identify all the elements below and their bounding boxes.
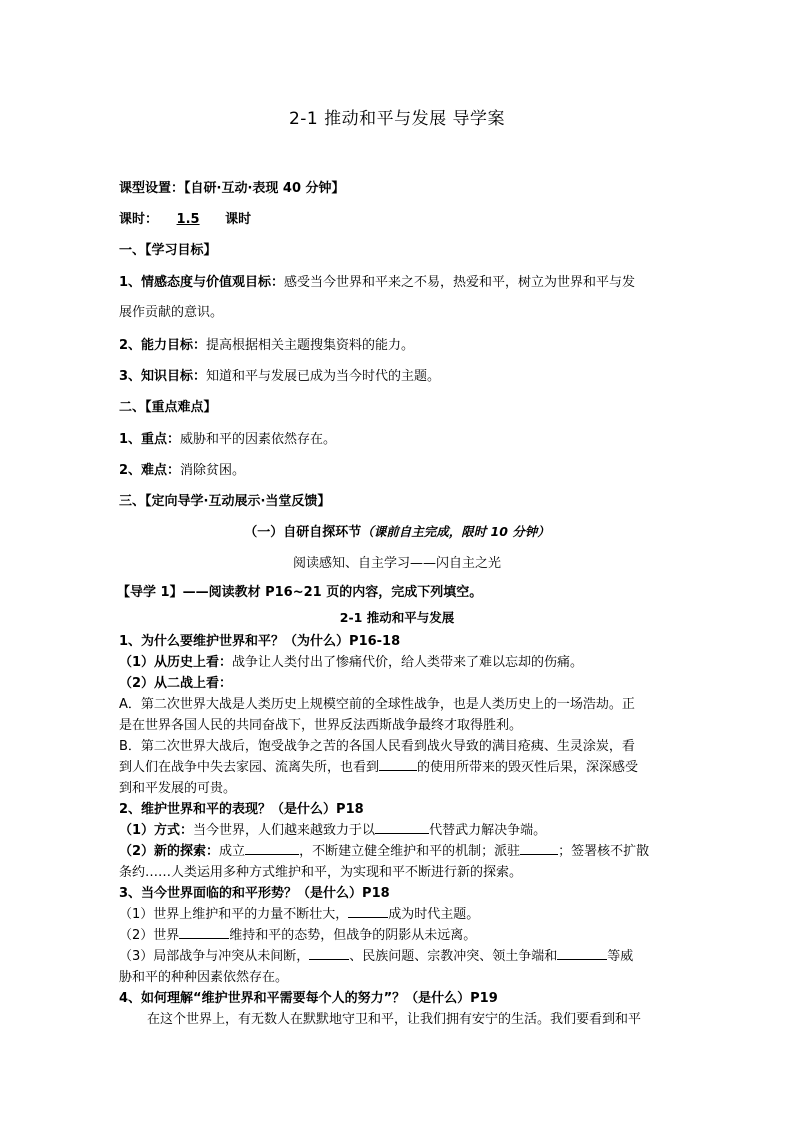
q3-item3-text-a: （3）局部战争与冲突从未间断，	[119, 949, 310, 964]
lesson-value: 1.5	[176, 212, 200, 227]
goal-emotion-text: 感受当今世界和平来之不易，热爱和平，树立为世界和平与发	[284, 275, 636, 290]
goal-knowledge-text: 知道和平与发展已成为当今时代的主题。	[206, 369, 441, 384]
part1-title: （一）自研自探环节	[244, 525, 362, 540]
q2-explore-text-c: ；签署核不扩散	[558, 844, 650, 859]
blank-peacekeepers[interactable]	[520, 842, 558, 855]
difficulty-point	[119, 459, 679, 478]
q1-b-line2-a: 到人们在战争中失去家园、流离失所，也看到	[119, 760, 380, 775]
q2-method-text-a: 当今世界，人们越来越致力于以	[193, 823, 376, 838]
blank-trend[interactable]	[179, 926, 229, 939]
lesson-suffix: 课时	[225, 212, 252, 227]
q2-explore-text-a: 成立	[219, 844, 246, 859]
key-point	[119, 428, 679, 447]
key-point-text: 威胁和平的因素依然存在。	[180, 432, 337, 447]
q1-a-line2: 是在世界各国人民的共同奋战下，世界反法西斯战争最终才取得胜利。	[119, 718, 523, 733]
q3-item2	[119, 924, 679, 943]
q3-heading: 3、当今世界面临的和平形势？（是什么）P18	[119, 886, 390, 901]
course-type-value: 【自研·互动·表现 40 分钟】	[184, 181, 345, 196]
q3-item2-text-b: 维持和平的态势，但战争的阴影从未远离。	[229, 928, 477, 943]
section-key-heading: 二、【重点难点】	[119, 400, 217, 415]
guide1-line	[117, 581, 677, 600]
q4-heading: 4、如何理解“维护世界和平需要每个人的努力”？（是什么）P19	[119, 991, 498, 1006]
q1-history-text: 战争让人类付出了惨痛代价，给人类带来了难以忘却的伤痛。	[232, 655, 584, 670]
difficulty-text: 消除贫困。	[180, 463, 246, 478]
goal-emotion-cont: 展作贡献的意识。	[119, 305, 224, 320]
part1-title-line	[0, 521, 794, 540]
q3-item3-text-b: 、民族问题、宗教冲突、领土争端和	[349, 949, 558, 964]
blank-theme[interactable]	[348, 905, 388, 918]
guide1-label: 【导学 1】	[117, 585, 183, 600]
q1-history	[119, 651, 679, 670]
goal-emotion	[119, 271, 679, 290]
q2-method-text-b: 代替武力解决争端。	[429, 823, 547, 838]
difficulty-label: 2、难点：	[119, 463, 181, 478]
blank-hegemony[interactable]	[309, 947, 349, 960]
q3-item1-text-b: 成为时代主题。	[388, 907, 480, 922]
q2-heading: 2、维护世界和平的表现？（是什么）P18	[119, 802, 364, 817]
blank-terrorism[interactable]	[557, 947, 607, 960]
section-guide-heading: 三、【定向导学·互动展示·当堂反馈】	[119, 494, 331, 509]
q1-b-line3: 到和平发展的可贵。	[119, 781, 237, 796]
lesson-line	[119, 208, 679, 227]
goal-ability-text: 提高根据相关主题搜集资料的能力。	[206, 338, 415, 353]
course-type-label: 课型设置：	[119, 181, 185, 196]
page-title: 2-1 推动和平与发展 导学案	[288, 109, 506, 129]
q3-item2-text-a: （2）世界	[119, 928, 180, 943]
q1-history-label: （1）从历史上看：	[119, 655, 233, 670]
subtitle: 2-1 推动和平与发展	[339, 610, 455, 625]
q3-item1-text-a: （1）世界上维护和平的力量不断壮大，	[119, 907, 349, 922]
q1-heading: 1、为什么要维护世界和平？（为什么）P16-18	[119, 634, 401, 649]
q4-text: 在这个世界上，有无数人在默默地守卫和平，让我们拥有安宁的生活。我们要看到和平	[147, 1012, 642, 1027]
q1-b-line1: B．第二次世界大战后，饱受战争之苦的各国人民看到战火导致的满目疮痍、生灵涂炭，看	[119, 739, 635, 754]
q3-item3	[119, 945, 679, 964]
lesson-label: 课时：	[119, 212, 159, 227]
q2-explore-label: （2）新的探索：	[119, 844, 220, 859]
q2-method	[119, 819, 679, 838]
q2-explore	[119, 840, 679, 859]
part1-note: （课前自主完成，限时 10 分钟）	[361, 524, 550, 539]
q1-a-line1: A．第二次世界大战是人类历史上规模空前的全球性战争，也是人类历史上的一场浩劫。正	[119, 697, 635, 712]
q1-ww2-label: （2）从二战上看：	[119, 676, 233, 691]
reading-line: 阅读感知、自主学习——闪自主之光	[292, 556, 501, 571]
blank-weapon[interactable]	[379, 758, 417, 771]
goal-ability	[119, 334, 679, 353]
q2-explore-text-b: ，不断建立健全维护和平的机制；派驻	[299, 844, 521, 859]
goal-emotion-label: 1、情感态度与价值观目标：	[119, 275, 285, 290]
section-goals-heading: 一、【学习目标】	[119, 243, 217, 258]
q3-item3-line2: 胁和平的种种因素依然存在。	[119, 970, 289, 985]
q3-item3-text-c: 等威	[607, 949, 634, 964]
goal-knowledge	[119, 365, 679, 384]
goal-knowledge-label: 3、知识目标：	[119, 369, 207, 384]
q1-b-line2-b: 的使用所带来的毁灭性后果，深深感受	[417, 760, 639, 775]
blank-method[interactable]	[375, 821, 429, 834]
q2-explore-line2: 条约……人类运用多种方式维护和平，为实现和平不断进行新的探索。	[119, 865, 523, 880]
q2-method-label: （1）方式：	[119, 823, 194, 838]
q3-item1	[119, 903, 679, 922]
q1-b-line2	[119, 756, 679, 775]
course-type-line	[119, 177, 679, 196]
blank-organization[interactable]	[245, 842, 299, 855]
goal-ability-label: 2、能力目标：	[119, 338, 207, 353]
key-point-label: 1、重点：	[119, 432, 181, 447]
guide1-text: ——阅读教材 P16~21 页的内容，完成下列填空。	[182, 585, 483, 600]
